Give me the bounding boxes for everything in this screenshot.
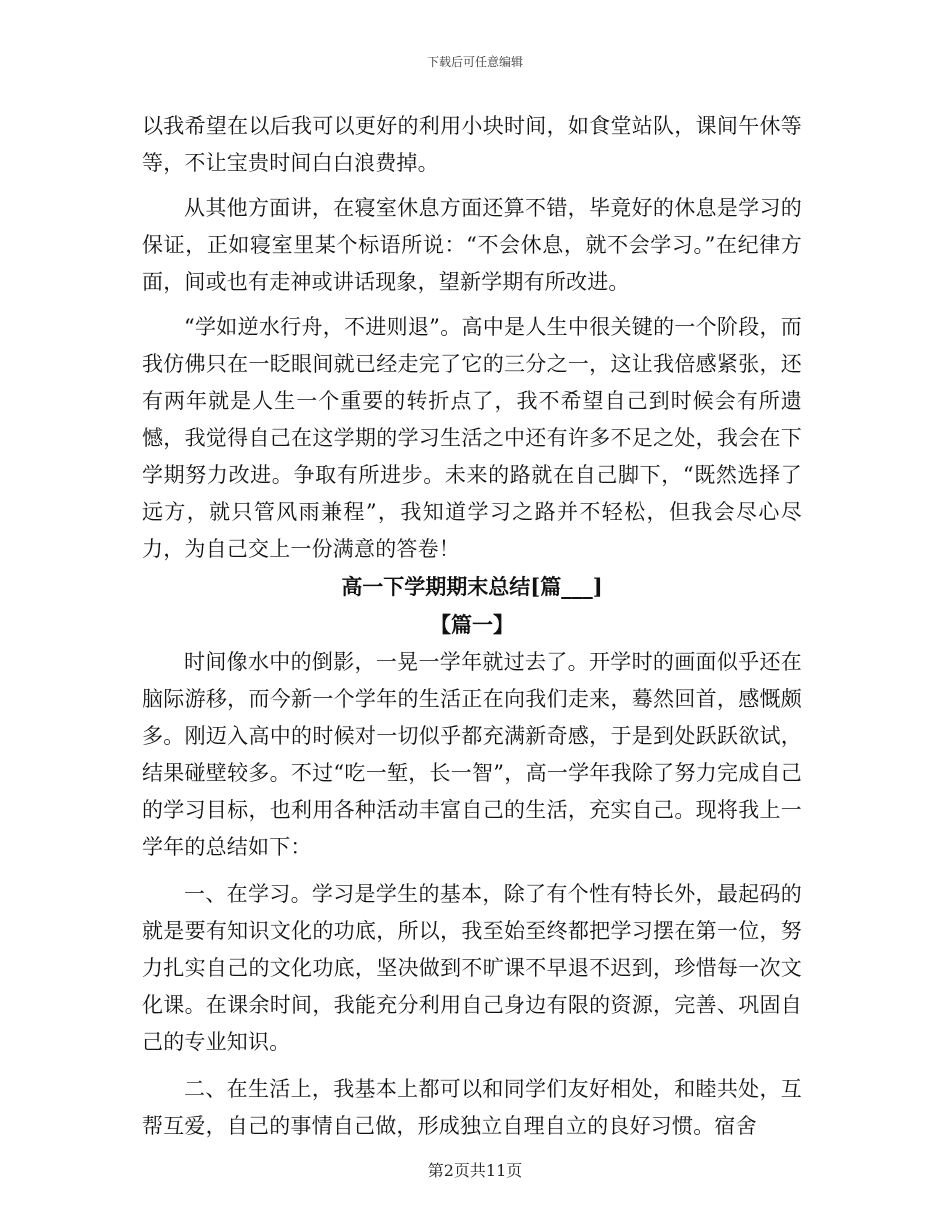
section-subtitle: 【篇一】 [430, 612, 514, 637]
section-title: 高一下学期期末总结[篇___] [341, 574, 603, 599]
paragraph-rest-discipline: 从其他方面讲，在寝室休息方面还算不错，毕竟好的休息是学习的保证，正如寝室里某个标语所说：“不会休息，就不会学习。”在纪律方面，间或也有走神或讲话现象，望新学期有所改进。 [142, 196, 802, 294]
paragraph-continued: 以我希望在以后我可以更好的利用小块时间，如食堂站队，课间午休等等，不让宝贵时间白白浪费掉。 [142, 114, 802, 175]
paragraph-intro: 时间像水中的倒影，一晃一学年就过去了。开学时的画面似乎还在脑际游移，而今新一个学年的生活正在向我们走来，蓦然回首，感慨颇多。刚迈入高中的时候对一切似乎都充满新奇感，于是到处跃跃欲试，结果碰壁较多。不过“吃一堑，长一智”，高一学年我除了努力完成自己的学习目标，也利用各种活动丰富自己的生活，充实自己。现将我上一学年的总结如下： [142, 650, 802, 859]
page-header: 下载后可任意编辑 [426, 55, 523, 69]
document-body [142, 108, 802, 1145]
paragraph-study: 一、在学习。学习是学生的基本，除了有个性有特长外，最起码的就是要有知识文化的功底，所以，我至始至终都把学习摆在第一位，努力扎实自己的文化功底，坚决做到不旷课不早退不迟到，珍惜每一次文化课。在课余时间，我能充分利用自己身边有限的资源，完善、巩固自己的专业知识。 [142, 882, 802, 1054]
paragraph-conclusion: “学如逆水行舟，不进则退”。高中是人生中很关键的一个阶段，而我仿佛只在一眨眼间就已经走完了它的三分之一，这让我倍感紧张，还有两年就是人生一个重要的转折点了，我不希望自己到时候会有所遗憾，我觉得自己在这学期的学习生活之中还有许多不足之处，我会在下学期努力改进。争取有所进步。未来的路就在自己脚下，“既然选择了远方，就只管风雨兼程”，我知道学习之路并不轻松，但我会尽心尽力，为自己交上一份满意的答卷！ [142, 315, 802, 561]
page-footer: 第2页共11页 [427, 1161, 523, 1180]
paragraph-life: 二、在生活上，我基本上都可以和同学们友好相处，和睦共处，互帮互爱，自己的事情自己做，形成独立自理自立的良好习惯。宿舍 [142, 1077, 802, 1138]
